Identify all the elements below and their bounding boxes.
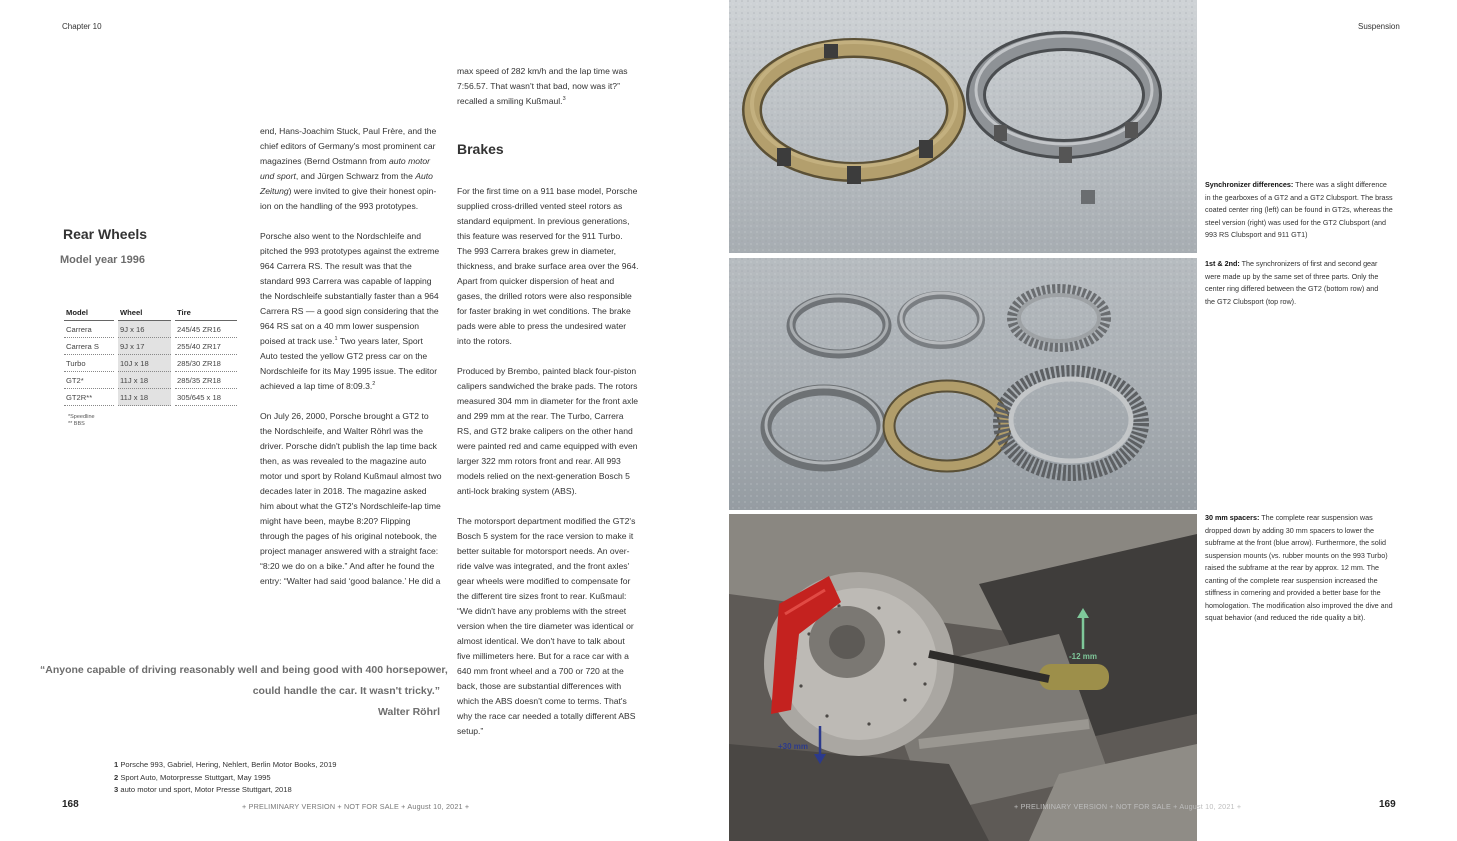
table-cell: GT2R** [64,389,114,406]
text-column-2-brakes [457,184,639,739]
table-row [64,355,237,372]
caption-30mm-spacers: 30 mm spacers: The complete rear suspension was dropped down by adding 30 mm spacers to lower the subframe at the front (blue arrow). Furthermore, the solid suspension mounts (vs. rubber mounts on the 993 Turbo) raised the subframe at the rear by approx. 12 mm. The canting of the complete rear suspension increased the stiffness in cornering and provided a better base for the homologation. The modification also improved the dive and squat behavior (and reduced the ride quality a bit). [1205,513,1393,622]
rear-wheels-section [60,226,148,266]
table-cell: 285/30 ZR18 [175,355,237,372]
table-cell: 11J x 18 [118,389,171,406]
table-cell: 245/45 ZR16 [175,321,237,338]
photo-label-plus: +30 mm [778,742,809,751]
pull-quote-line: could handle the car. It wasn't tricky.” [252,685,440,697]
running-head-right: Suspension [1358,22,1400,31]
table-note: *Speedline [68,414,95,420]
section-title: Rear Wheels [63,226,148,242]
table-header-row [64,308,237,321]
table-cell: 255/40 ZR17 [175,338,237,355]
photo-synchronizer-rings [729,0,1197,253]
paragraph: Porsche also went to the Nordschleife and pitched the 993 prototypes against the extreme 964 Carrera RS. The result was that the standard 993 Carrera was capable of lapping the Nordschleife substantially faster than a 964 Carrera RS — a good sign considering that the 964 RS sat on a 40 mm lower suspension poised at track use.$^1$ Two years later, Sport Auto tested the yellow GT2 press car on the Nordschleife for its May 1995 issue. The editor achieved a lap time of 8:09.3.$^2$ [260,231,440,391]
section-subtitle: Model year 1996 [60,254,145,266]
table-row [64,389,237,406]
caption-first-second-gear: 1st & 2nd: The synchronizers of first and second gear were made up by the same set of three parts. Only the center ring differed between the GT2 (bottom row) and the GT2 Clubsport (top row). [1205,259,1379,306]
table-note: ** BBS [68,421,85,427]
synchronizer-set-illustration [729,258,1197,510]
text-column-1 [260,124,442,589]
footnote-ref: 3 [562,96,566,103]
table-header: Wheel [118,308,171,321]
table-header: Model [64,308,114,321]
preliminary-notice-left: + PRELIMINARY VERSION + NOT FOR SALE + August 10, 2021 + [242,802,470,811]
table-cell: GT2* [64,372,114,389]
table-cell: 285/35 ZR18 [175,372,237,389]
pull-quote-line: “Anyone capable of driving reasonably well and being good with 400 horsepower, [40,664,448,676]
paragraph: The motorsport department modified the GT2's Bosch 5 system for the race version to make it better suitable for motorsport needs. An override valve was integrated, and the front axles' gear wheels were modified to compensate for the different tire sizes front to rear. Kußmaul: “We didn't have any problems with the street version when the tire diameter was identical or almost identical. We don't have to talk about five millimeters here. But for a race car with a 640 mm front wheel and a 700 or 720 at the back, those are substantial differences with which the ABS doesn't come to terms. That's why the race car needed a totally different ABS setup.” [457,516,636,736]
running-head-left: Chapter 10 [62,22,102,31]
paragraph: end, Hans-Joachim Stuck, Paul Frère, and the chief editors of Germany's most prominent car magazines (Bernd Ostmann from auto motor und sport, and Jürgen Schwarz from the Auto Zeitung) were invited to give their honest opinion on the handling of the 993 prototypes. [260,126,437,211]
paragraph: Produced by Brembo, painted black four-piston calipers sandwiched the brake pads. The rotors measured 304 mm in diameter for the front axle and 299 mm at the rear. The Turbo, Carrera RS, and GT2 brake calipers on the other hand were painted red and came equipped with even larger 322 mm rotors front and rear. All 993 models relied on the next-generation Bosch 5 anti-lock braking system (ABS). [457,366,639,496]
photo-synchronizer-set [729,258,1197,510]
paragraph: max speed of 282 km/h and the lap time was 7:56.57. That wasn't that bad, now was it?” recalled a smiling Kußmaul.$^3$ [457,66,628,106]
footnote: 2 Sport Auto, Motorpresse Stuttgart, May 1995 [114,772,271,782]
photo-label-minus: -12 mm [1069,652,1098,661]
footnote: 3 auto motor und sport, Motor Presse Stuttgart, 2018 [114,785,292,794]
caption-synchronizer-differences: Synchronizer differences: There was a slight difference in the gearboxes of a GT2 and a GT2 Clubsport. The brass coated center ring (left) can be found in GT2s, whereas the steel version (right) was used for the GT2 Clubsport (and 993 RS Clubsport and 911 GT1) [1205,180,1393,239]
text-column-2 [457,64,639,109]
brakes-heading: Brakes [457,141,504,157]
pull-quote [40,660,448,723]
table-cell: Carrera [64,321,114,338]
table-row [64,338,237,355]
footnotes [114,759,336,797]
paragraph: On July 26, 2000, Porsche brought a GT2 to the Nordschleife, and Walter Röhrl was the driver. Porsche didn't publish the lap time back then, as was revealed to the magazine auto motor und sport by Roland Kußmaul almost two decades later in 2018. The magazine asked him about what the GT2's Nordschleife-lap time might have been, maybe 8:20? Flipping through the pages of his original notebook, the project manager answered with a straight face: “8:20 we do on a bike.” And after he found the entry: “Walter had said ‘good balance.’ He did a [260,411,442,586]
table-cell: 9J x 17 [118,338,171,355]
synchronizer-rings-illustration [729,0,1197,253]
rear-suspension-illustration [729,514,1197,841]
table-row [64,372,237,389]
table-cell: 9J x 16 [118,321,171,338]
table-notes [68,414,237,428]
table-row [64,321,237,338]
photo-rear-suspension [729,514,1197,841]
table-cell: 305/645 x 18 [175,389,237,406]
preliminary-notice-right: + PRELIMINARY VERSION + NOT FOR SALE + August 10, 2021 + [1014,802,1242,811]
table-cell: Carrera S [64,338,114,355]
pull-quote-author: Walter Röhrl [377,706,440,718]
table-cell: 11J x 18 [118,372,171,389]
table-header: Tire [175,308,237,321]
paragraph: For the first time on a 911 base model, Porsche supplied cross-drilled vented steel rotors as standard equipment. In previous generations, this feature was reserved for the 911 Turbo. The 993 Carrera brakes grew in diameter, thickness, and brake surface area over the 964. Apart from quicker dispersion of heat and gases, the drilled rotors were also responsible for faster braking in wet conditions. The brake pads were able to press the undesired water into the rotors. [457,186,639,346]
table-cell: Turbo [64,355,114,372]
footnote-ref: 1 [334,336,338,343]
page-number-right: 169 [1379,799,1396,810]
footnote: 1 Porsche 993, Gabriel, Hering, Nehlert, Berlin Motor Books, 2019 [114,760,337,769]
page-number-left: 168 [62,799,79,810]
rear-wheels-table-block [64,308,237,428]
table-cell: 10J x 18 [118,355,171,372]
rear-wheels-table [64,308,237,406]
footnote-ref: 2 [372,381,376,388]
